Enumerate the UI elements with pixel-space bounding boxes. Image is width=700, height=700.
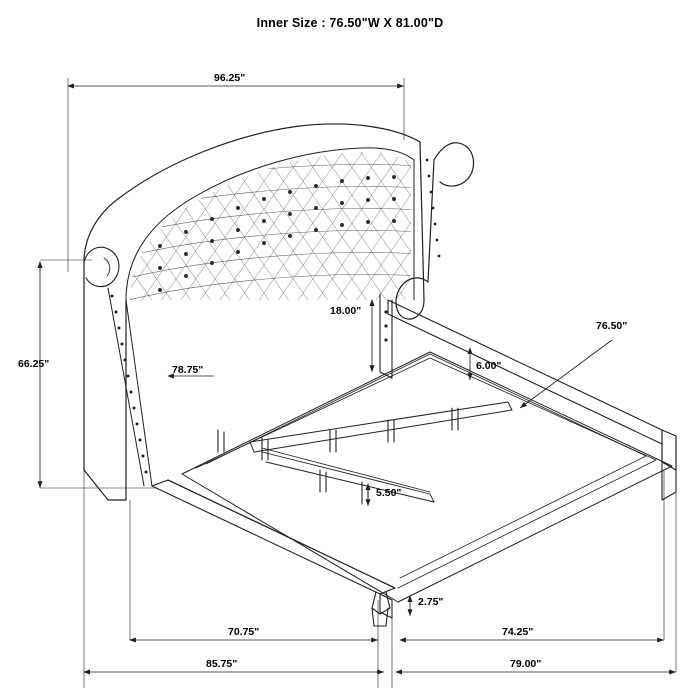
dim-label-6-00: 6.00" [476,360,502,372]
tufted-panel [120,140,420,320]
dim-leader-76-50 [520,340,612,408]
bed-frame [152,294,676,626]
dim-label-18-00: 18.00" [330,305,362,317]
dim-label-96-25: 96.25" [214,72,246,84]
dim-label-79-00: 79.00" [510,658,542,670]
dim-label-85-75: 85.75" [206,658,238,670]
dim-label-5-50: 5.50" [376,487,402,499]
dim-label-70-75: 70.75" [228,626,260,638]
dim-label-2-75: 2.75" [418,596,444,608]
page-title: Inner Size : 76.50"W X 81.00"D [256,16,444,30]
dim-label-74-25: 74.25" [502,626,534,638]
center-support [218,402,512,504]
dim-label-66-25: 66.25" [18,358,50,370]
dim-label-78-75: 78.75" [172,364,204,376]
dim-label-76-50: 76.50" [596,320,628,332]
